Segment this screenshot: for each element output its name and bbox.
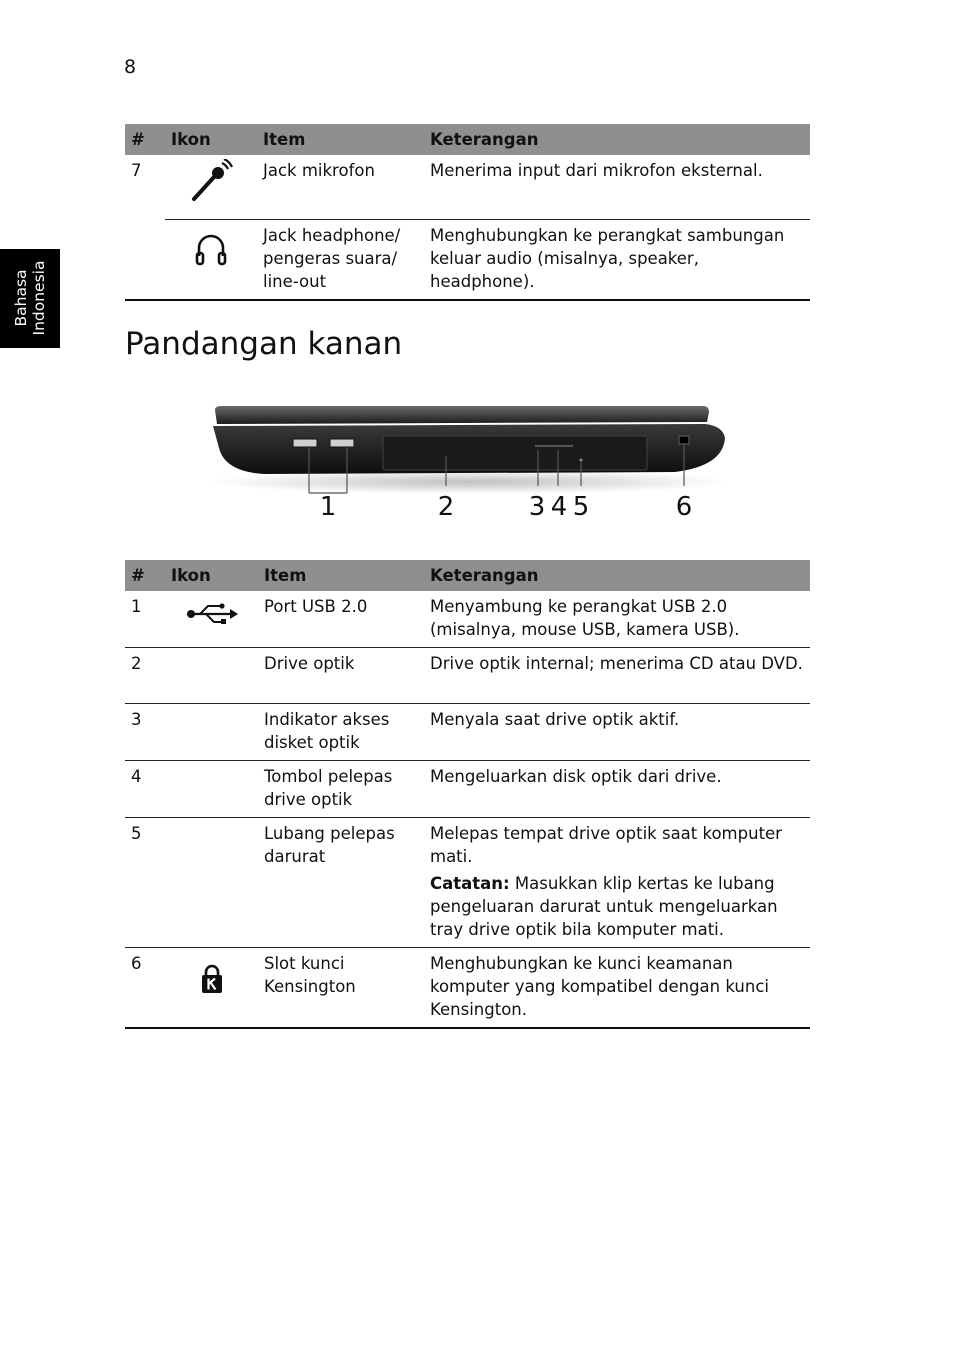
row-item: Port USB 2.0 — [258, 591, 424, 648]
row-desc: Menerima input dari mikrofon eksternal. — [424, 155, 810, 219]
table-row — [125, 155, 810, 219]
row-desc: Mengeluarkan disk optik dari drive. — [424, 761, 810, 818]
usb-port-2 — [330, 439, 354, 447]
note-text: Masukkan klip kertas ke lubang pengeluaran darurat untuk mengeluarkan tray drive optik bila komputer mati. — [430, 874, 778, 939]
usb-port-1 — [293, 439, 317, 447]
headphone-icon — [193, 232, 229, 268]
audio-ports-table — [125, 124, 810, 301]
row-item: Lubang pelepas darurat — [258, 818, 424, 948]
section-title: Pandangan kanan — [125, 326, 403, 362]
row-num: 6 — [125, 948, 165, 1029]
header-desc: Keterangan — [424, 124, 810, 155]
row-item: Jack headphone/ pengeras suara/ line-out — [257, 219, 424, 300]
optical-drive-tray — [383, 436, 647, 470]
table-row — [125, 818, 810, 948]
row-num: 5 — [125, 818, 165, 948]
callout-5: 5 — [572, 492, 590, 522]
table-row — [125, 648, 810, 704]
page-number: 8 — [124, 56, 137, 78]
table-row — [125, 591, 810, 648]
laptop-lid — [215, 406, 709, 424]
header-item: Item — [257, 124, 424, 155]
row-item: Tombol pelepas drive optik — [258, 761, 424, 818]
right-side-ports-table — [125, 560, 810, 1029]
callout-2: 2 — [437, 492, 455, 522]
header-num: # — [125, 560, 165, 591]
kensington-lock-icon — [200, 964, 224, 994]
row-desc: Menghubungkan ke perangkat sambungan keluar audio (misalnya, speaker, headphone). — [424, 219, 810, 300]
kensington-slot — [679, 436, 689, 444]
table-row — [125, 704, 810, 761]
table-row — [125, 948, 810, 1029]
callout-1: 1 — [319, 492, 337, 522]
header-num: # — [125, 124, 165, 155]
row-num: 4 — [125, 761, 165, 818]
language-side-tab — [0, 249, 60, 348]
row-num: 1 — [125, 591, 165, 648]
table-row — [125, 219, 810, 300]
header-desc: Keterangan — [424, 560, 810, 591]
row-desc: Menyambung ke perangkat USB 2.0 (misalnya, mouse USB, kamera USB). — [424, 591, 810, 648]
header-item: Item — [258, 560, 424, 591]
row-desc: Menghubungkan ke kunci keamanan komputer yang kompatibel dengan kunci Kensington. — [424, 948, 810, 1029]
row-note — [430, 872, 804, 941]
usb-icon — [186, 601, 238, 627]
row-num — [125, 219, 165, 300]
laptop-right-side-illustration — [205, 398, 735, 528]
table-header-row — [125, 560, 810, 591]
row-num: 3 — [125, 704, 165, 761]
callout-6: 6 — [675, 492, 693, 522]
row-desc: Menyala saat drive optik aktif. — [424, 704, 810, 761]
table-row — [125, 761, 810, 818]
language-side-tab-label: Bahasa Indonesia — [12, 260, 48, 336]
callout-4: 4 — [550, 492, 568, 522]
row-num: 7 — [131, 161, 142, 180]
microphone-icon — [188, 159, 234, 203]
row-desc: Drive optik internal; menerima CD atau DVD. — [424, 648, 810, 704]
emergency-eject-hole — [580, 459, 583, 462]
row-desc: Melepas tempat drive optik saat komputer mati. — [430, 824, 782, 866]
header-icon: Ikon — [165, 124, 257, 155]
row-item: Jack mikrofon — [257, 155, 424, 219]
row-item: Drive optik — [258, 648, 424, 704]
row-item: Slot kunci Kensington — [258, 948, 424, 1029]
callout-3: 3 — [528, 492, 546, 522]
note-label: Catatan: — [430, 874, 510, 893]
table-header-row — [125, 124, 810, 155]
row-item: Indikator akses disket optik — [258, 704, 424, 761]
header-icon: Ikon — [165, 560, 258, 591]
row-num: 2 — [125, 648, 165, 704]
